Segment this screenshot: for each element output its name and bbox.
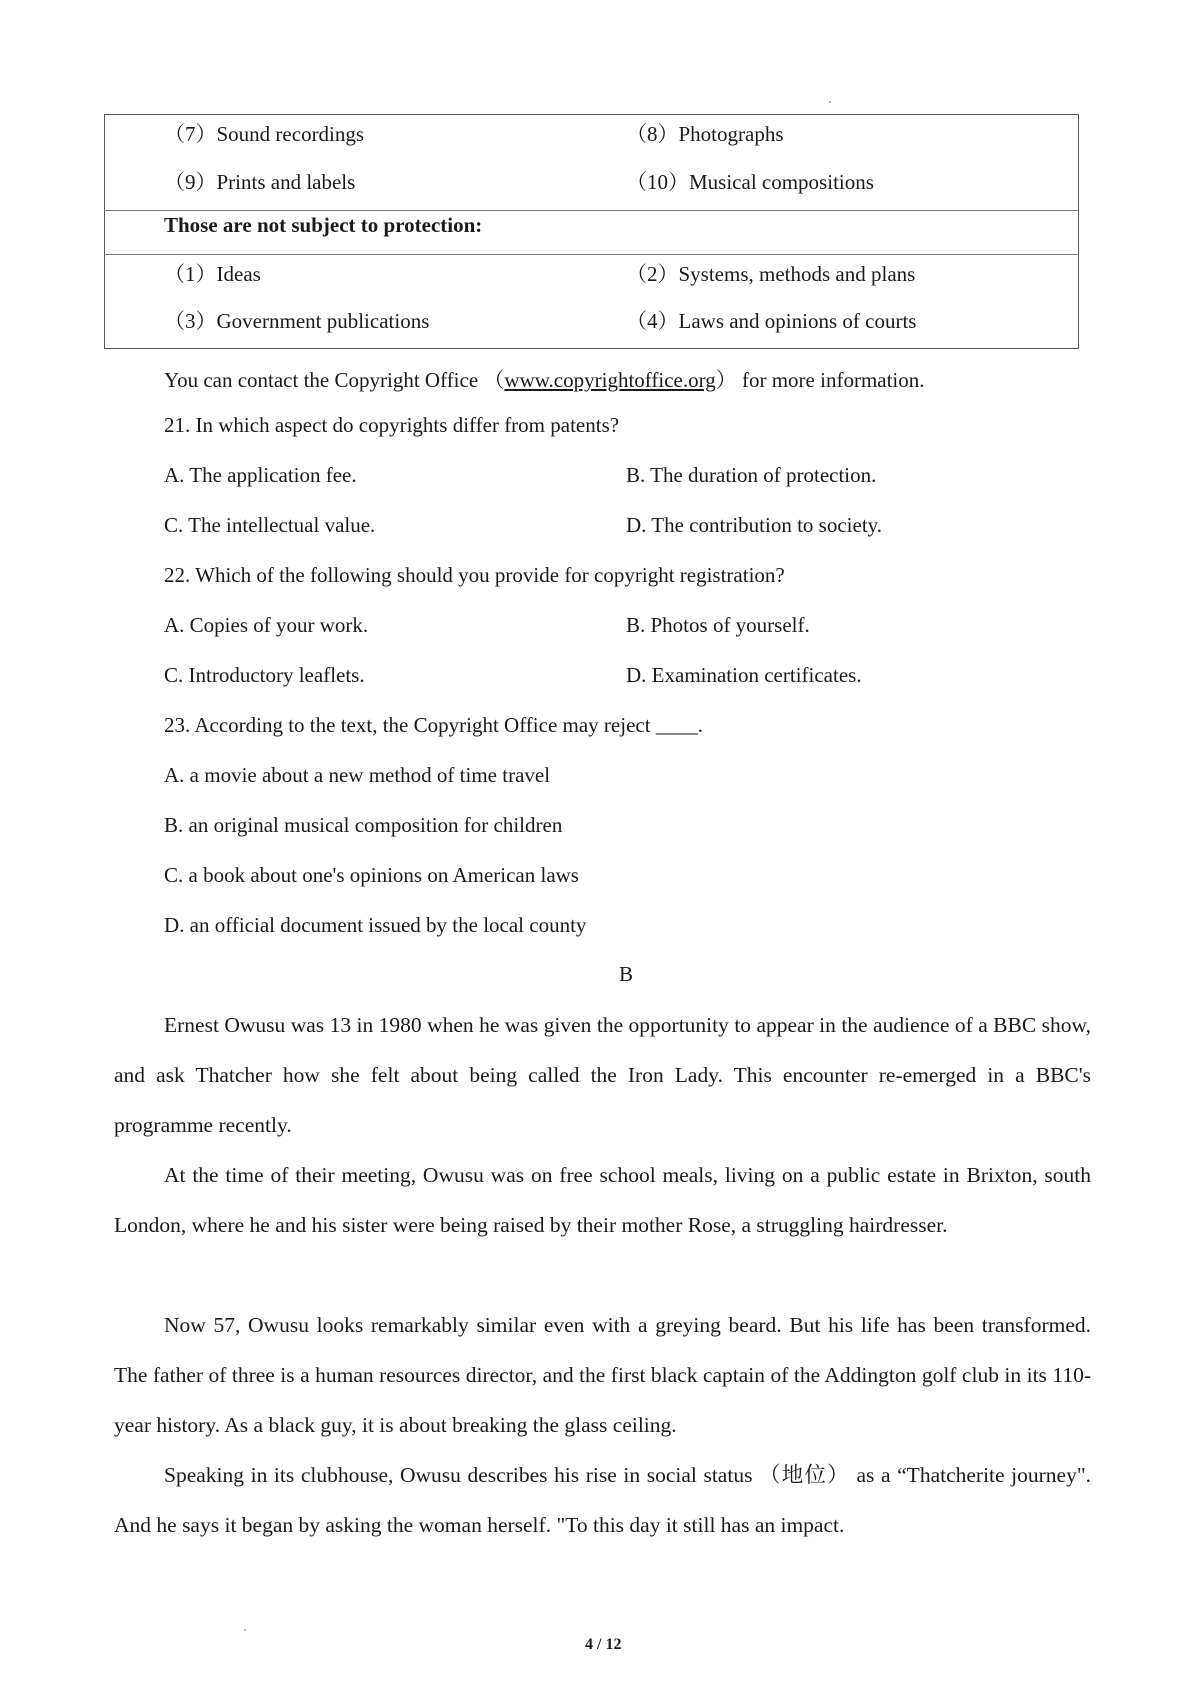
question-23-option-d: D. an official document issued by the local county [164, 913, 587, 937]
question-22-stem: 22. Which of the following should you provide for copyright registration? [164, 563, 785, 587]
section-label: B [619, 962, 634, 986]
passage-paragraph: Speaking in its clubhouse, Owusu describes his rise in social status （地位） as a “Thatcherite journey". And he says it began by asking the woman herself. "To this day it still has an impact. [114, 1463, 1091, 1537]
passage-paragraph: At the time of their meeting, Owusu was on free school meals, living on a public estate in Brixton, south London, where he and his sister were being raised by their mother Rose, a struggling hairdresser. [114, 1163, 1091, 1237]
table-cell: （3）Government publications [164, 309, 430, 333]
page-number: 4 / 12 [585, 1636, 622, 1653]
table-divider-top [104, 210, 1079, 211]
table-cell: （10）Musical compositions [626, 170, 874, 194]
contact-line [164, 364, 925, 394]
contact-text-before: You can contact the Copyright Office （ [164, 368, 505, 392]
scan-speck [244, 1629, 246, 1631]
question-22-option-c: C. Introductory leaflets. [164, 663, 365, 687]
question-22-option-a: A. Copies of your work. [164, 613, 369, 637]
question-22-option-d: D. Examination certificates. [626, 663, 862, 687]
table-cell: （9）Prints and labels [164, 170, 356, 194]
question-23-option-c: C. a book about one's opinions on American laws [164, 863, 579, 887]
table-heading: Those are not subject to protection: [164, 213, 483, 237]
question-21-option-d: D. The contribution to society. [626, 513, 883, 537]
table-cell: （4）Laws and opinions of courts [626, 309, 917, 333]
table-cell: （1）Ideas [164, 262, 261, 286]
passage-paragraph: Ernest Owusu was 13 in 1980 when he was given the opportunity to appear in the audience of a BBC show, and ask Thatcher how she felt about being called the Iron Lady. This encounter re-emerged in a BBC's programme recently. [114, 1013, 1091, 1137]
scan-speck [829, 101, 831, 103]
table-cell: （8）Photographs [626, 122, 784, 146]
question-23-option-b: B. an original musical composition for children [164, 813, 563, 837]
question-22-option-b: B. Photos of yourself. [626, 613, 810, 637]
question-23-option-a: A. a movie about a new method of time travel [164, 763, 551, 787]
question-21-stem: 21. In which aspect do copyrights differ from patents? [164, 413, 620, 437]
table-cell: （2）Systems, methods and plans [626, 262, 916, 286]
contact-text-after: ） for more information. [715, 368, 925, 392]
question-21-option-a: A. The application fee. [164, 463, 357, 487]
table-divider-bottom [104, 254, 1079, 255]
question-23-stem: 23. According to the text, the Copyright Office may reject ____. [164, 713, 704, 737]
copyright-office-link[interactable]: www.copyrightoffice.org [504, 368, 716, 392]
passage-paragraph: Now 57, Owusu looks remarkably similar even with a greying beard. But his life has been transformed. The father of three is a human resources director, and the first black captain of the Addington golf club in its 110-year history. As a black guy, it is about breaking the glass ceiling. [114, 1313, 1091, 1437]
question-21-option-b: B. The duration of protection. [626, 463, 877, 487]
table-cell: （7）Sound recordings [164, 122, 365, 146]
question-21-option-c: C. The intellectual value. [164, 513, 376, 537]
